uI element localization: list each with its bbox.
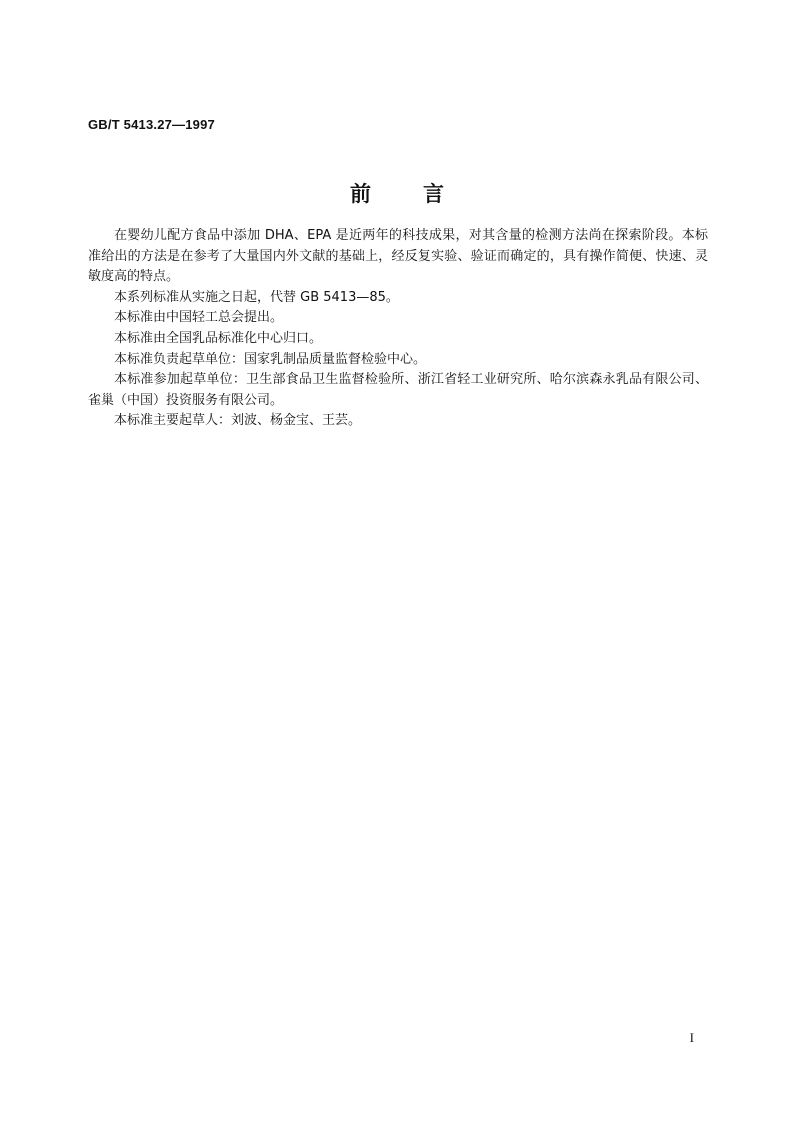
paragraph: 在婴幼儿配方食品中添加 DHA、EPA 是近两年的科技成果，对其含量的检测方法尚在探索阶段。本标准给出的方法是在参考了大量国内外文献的基础上，经反复实验、验证而确定的，具有操作简便、快速、灵敏度高的特点。 (88, 228, 708, 285)
paragraph: 本标准主要起草人：刘波、杨金宝、王芸。 (114, 413, 362, 429)
page-number: I (689, 1030, 694, 1045)
page-title (0, 178, 794, 208)
paragraph: 本标准由全国乳品标准化中心归口。 (114, 330, 323, 346)
paragraph: 本标准参加起草单位：卫生部食品卫生监督检验所、浙江省轻工业研究所、哈尔滨森永乳品有限公司、雀巢（中国）投资服务有限公司。 (88, 372, 708, 408)
paragraph: 本系列标准从实施之日起，代替 GB 5413—85。 (114, 289, 399, 305)
foreword-body (88, 226, 708, 432)
paragraph: 本标准由中国轻工总会提出。 (114, 310, 284, 326)
title-char-1: 前 (350, 182, 371, 206)
paragraph: 本标准负责起草单位：国家乳制品质量监督检验中心。 (114, 351, 427, 367)
title-char-2: 言 (423, 182, 444, 206)
standard-code: GB/T 5413.27—1997 (88, 117, 215, 132)
